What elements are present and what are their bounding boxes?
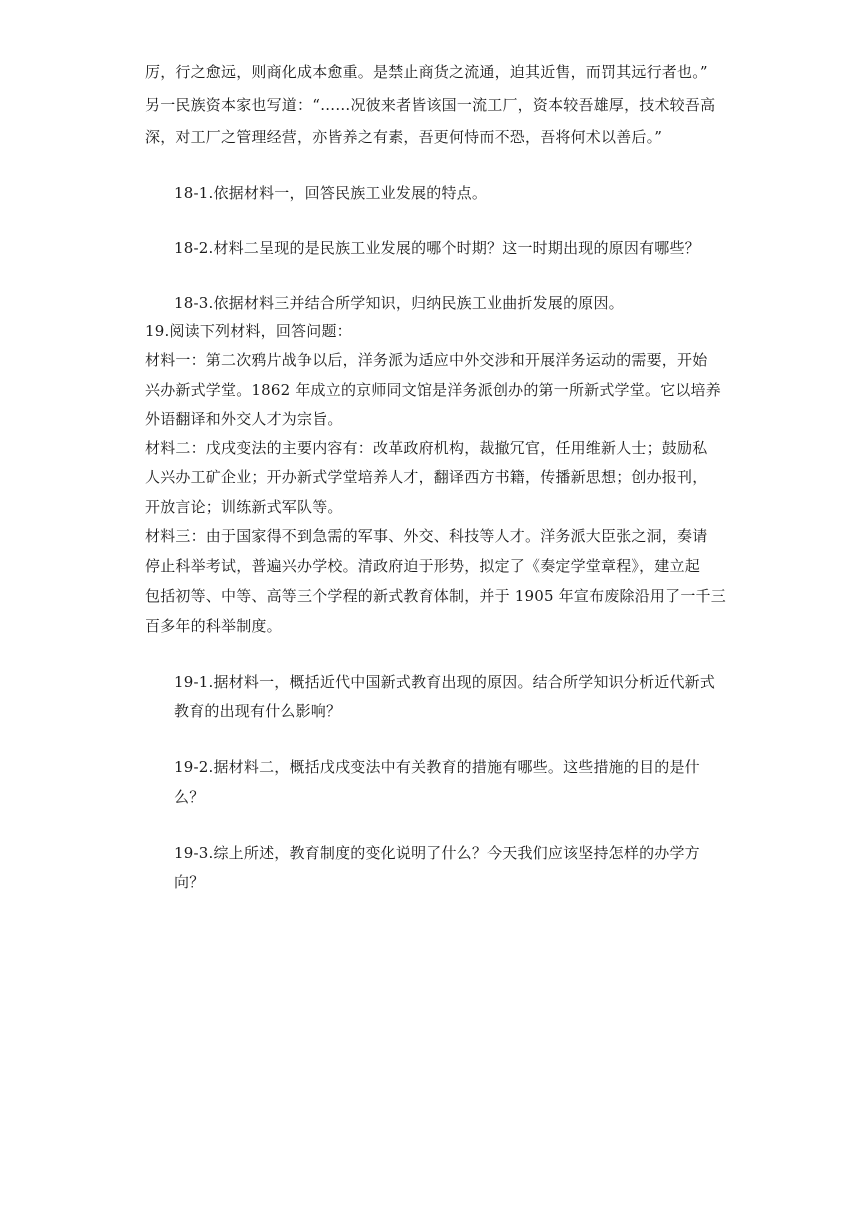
q19-material2-line-3: 开放言论；训练新式军队等。 — [145, 498, 343, 516]
material3-continued-line-3: 深，对工厂之管理经营，亦皆养之有素，吾更何恃而不恐，吾将何术以善后。” — [145, 128, 663, 146]
q19-material2-line-2: 人兴办工矿企业；开办新式学堂培养人才，翻译西方书籍，传播新思想；创办报刊， — [145, 468, 708, 486]
material3-continued-line-1: 厉，行之愈远，则商化成本愈重。是禁止商货之流通，迫其近售，而罚其远行者也。” — [145, 63, 708, 81]
question-19-3-line-2: 向？ — [174, 873, 205, 891]
q19-material1-line-2: 兴办新式学堂。1862 年成立的京师同文馆是洋务派创办的第一所新式学堂。它以培养 — [145, 381, 721, 399]
question-18-2: 18-2.材料二呈现的是民族工业发展的哪个时期？这一时期出现的原因有哪些？ — [174, 239, 700, 257]
question-19-2-line-2: 么？ — [174, 788, 205, 806]
q19-material1-line-1: 材料一：第二次鸦片战争以后，洋务派为适应中外交涉和开展洋务运动的需要，开始 — [145, 351, 708, 369]
question-18-1: 18-1.依据材料一，回答民族工业发展的特点。 — [174, 184, 488, 202]
question-19-1-line-1: 19-1.据材料一，概括近代中国新式教育出现的原因。结合所学知识分析近代新式 — [174, 673, 716, 691]
question-19-heading: 19.阅读下列材料，回答问题： — [145, 322, 352, 340]
q19-material2-line-1: 材料二：戊戌变法的主要内容有：改革政府机构，裁撤冗官，任用维新人士；鼓励私 — [145, 439, 708, 457]
question-19-1-line-2: 教育的出现有什么影响？ — [174, 702, 342, 720]
question-19-3-line-1: 19-3.综上所述，教育制度的变化说明了什么？今天我们应该坚持怎样的办学方 — [174, 844, 700, 862]
q19-material3-line-4: 百多年的科举制度。 — [145, 617, 282, 635]
q19-material3-line-2: 停止科举考试，普遍兴办学校。清政府迫于形势，拟定了《奏定学堂章程》，建立起 — [145, 557, 700, 575]
q19-material3-line-1: 材料三：由于国家得不到急需的军事、外交、科技等人才。洋务派大臣张之洞，奏请 — [145, 527, 708, 545]
question-18-3: 18-3.依据材料三并结合所学知识，归纳民族工业曲折发展的原因。 — [174, 294, 624, 312]
q19-material3-line-3: 包括初等、中等、高等三个学程的新式教育体制，并于 1905 年宣布废除沿用了一千三 — [145, 587, 726, 605]
question-19-2-line-1: 19-2.据材料二，概括戊戌变法中有关教育的措施有哪些。这些措施的目的是什 — [174, 758, 700, 776]
q19-material1-line-3: 外语翻译和外交人才为宗旨。 — [145, 410, 343, 428]
material3-continued-line-2: 另一民族资本家也写道：“……况彼来者皆该国一流工厂，资本较吾雄厚，技术较吾高 — [145, 96, 716, 114]
